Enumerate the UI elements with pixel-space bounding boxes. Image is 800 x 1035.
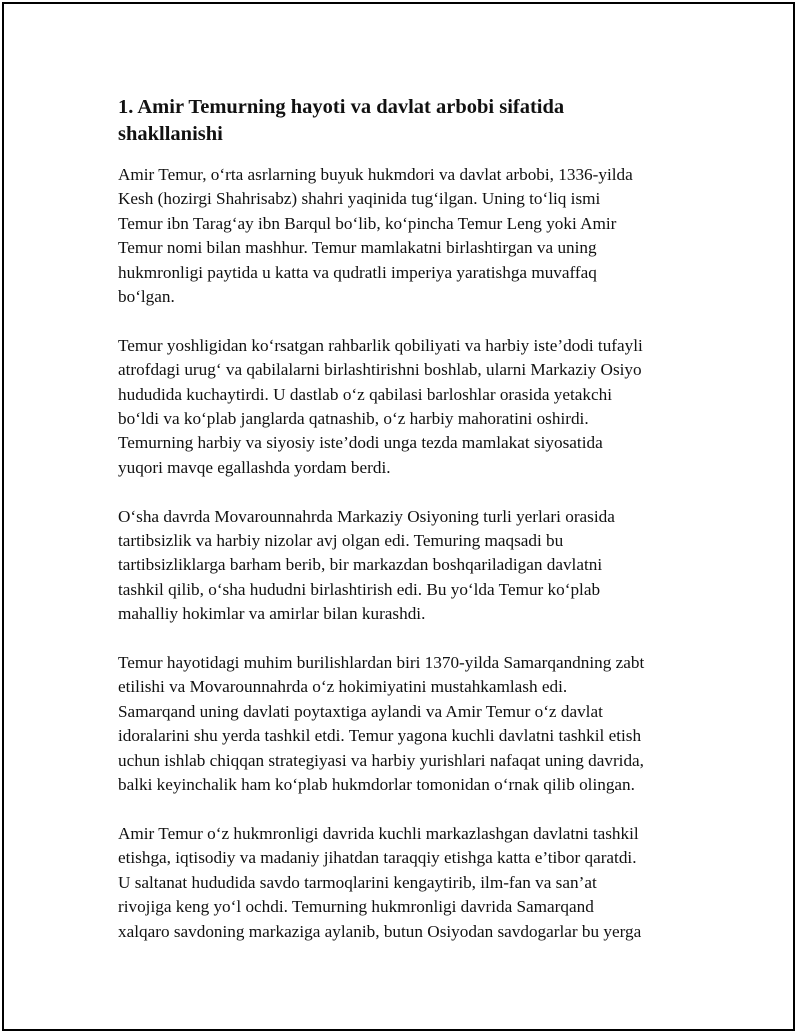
text-line: Samarqand uning davlati poytaxtiga aylandi va Amir Temur o‘z davlat — [118, 701, 603, 721]
text-line: U saltanat hududida savdo tarmoqlarini kengaytirib, ilm-fan va san’at — [118, 872, 597, 892]
paragraph-5 — [118, 822, 698, 944]
text-line: hukmronligi paytida u katta va qudratli imperiya yaratishga muvaffaq — [118, 262, 597, 282]
text-line: yuqori mavqe egallashda yordam berdi. — [118, 457, 391, 477]
text-line: bo‘ldi va ko‘plab janglarda qatnashib, o‘z harbiy mahoratini oshirdi. — [118, 409, 589, 429]
section-heading — [118, 94, 698, 148]
text-line: tashkil qilib, o‘sha hududni birlashtirish edi. Bu yo‘lda Temur ko‘plab — [118, 579, 601, 599]
text-line: uchun ishlab chiqqan strategiyasi va harbiy yurishlari nafaqat uning davrida, — [118, 750, 644, 770]
text-line: balki keyinchalik ham ko‘plab hukmdorlar tomonidan o‘rnak qilib olingan. — [118, 775, 635, 795]
text-line: Amir Temur o‘z hukmronligi davrida kuchli markazlashgan davlatni tashkil — [118, 823, 639, 843]
text-line: xalqaro savdoning markaziga aylanib, butun Osiyodan savdogarlar bu yerga — [118, 921, 642, 941]
text-line: Temur hayotidagi muhim burilishlardan biri 1370-yilda Samarqandning zabt — [118, 653, 645, 673]
text-line: tartibsizliklarga barham berib, bir markazdan boshqariladigan davlatni — [118, 555, 603, 575]
document-body — [118, 94, 698, 968]
paragraph-4 — [118, 651, 698, 797]
text-line: idoralarini shu yerda tashkil etdi. Temur yagona kuchli davlatni tashkil etish — [118, 726, 642, 746]
text-line: etishga, iqtisodiy va madaniy jihatdan taraqqiy etishga katta e’tibor qaratdi. — [118, 848, 637, 868]
text-line: rivojiga keng yo‘l ochdi. Temurning hukmronligi davrida Samarqand — [118, 897, 594, 917]
text-line: Temur ibn Tarag‘ay ibn Barqul bo‘lib, ko‘pincha Temur Leng yoki Amir — [118, 213, 617, 233]
text-line: Temur yoshligidan ko‘rsatgan rahbarlik qobiliyati va harbiy iste’dodi tufayli — [118, 335, 643, 355]
heading-line: shakllanishi — [118, 123, 223, 145]
text-line: Amir Temur, o‘rta asrlarning buyuk hukmdori va davlat arbobi, 1336-yilda — [118, 165, 633, 184]
text-line: mahalliy hokimlar va amirlar bilan kurashdi. — [118, 604, 426, 624]
text-line: Temur nomi bilan mashhur. Temur mamlakatni birlashtirgan va uning — [118, 238, 597, 258]
paragraph-1 — [118, 163, 698, 309]
heading-line: 1. Amir Temurning hayoti va davlat arbobi sifatida — [118, 96, 565, 118]
text-line: etilishi va Movarounnahrda o‘z hokimiyatini mustahkamlash edi. — [118, 677, 568, 697]
text-line: atrofdagi urug‘ va qabilalarni birlashtirishni boshlab, ularni Markaziy Osiyo — [118, 360, 642, 380]
text-line: bo‘lgan. — [118, 287, 175, 307]
text-line: O‘sha davrda Movarounnahrda Markaziy Osiyoning turli yerlari orasida — [118, 506, 615, 526]
paragraph-2 — [118, 334, 698, 480]
text-line: Kesh (hozirgi Shahrisabz) shahri yaqinida tug‘ilgan. Uning to‘liq ismi — [118, 189, 601, 209]
text-line: tartibsizlik va harbiy nizolar avj olgan edi. Temuring maqsadi bu — [118, 531, 564, 551]
text-line: Temurning harbiy va siyosiy iste’dodi unga tezda mamlakat siyosatida — [118, 433, 603, 453]
paragraph-3 — [118, 505, 698, 627]
text-line: hududida kuchaytirdi. U dastlab o‘z qabilasi barloshlar orasida yetakchi — [118, 384, 612, 404]
